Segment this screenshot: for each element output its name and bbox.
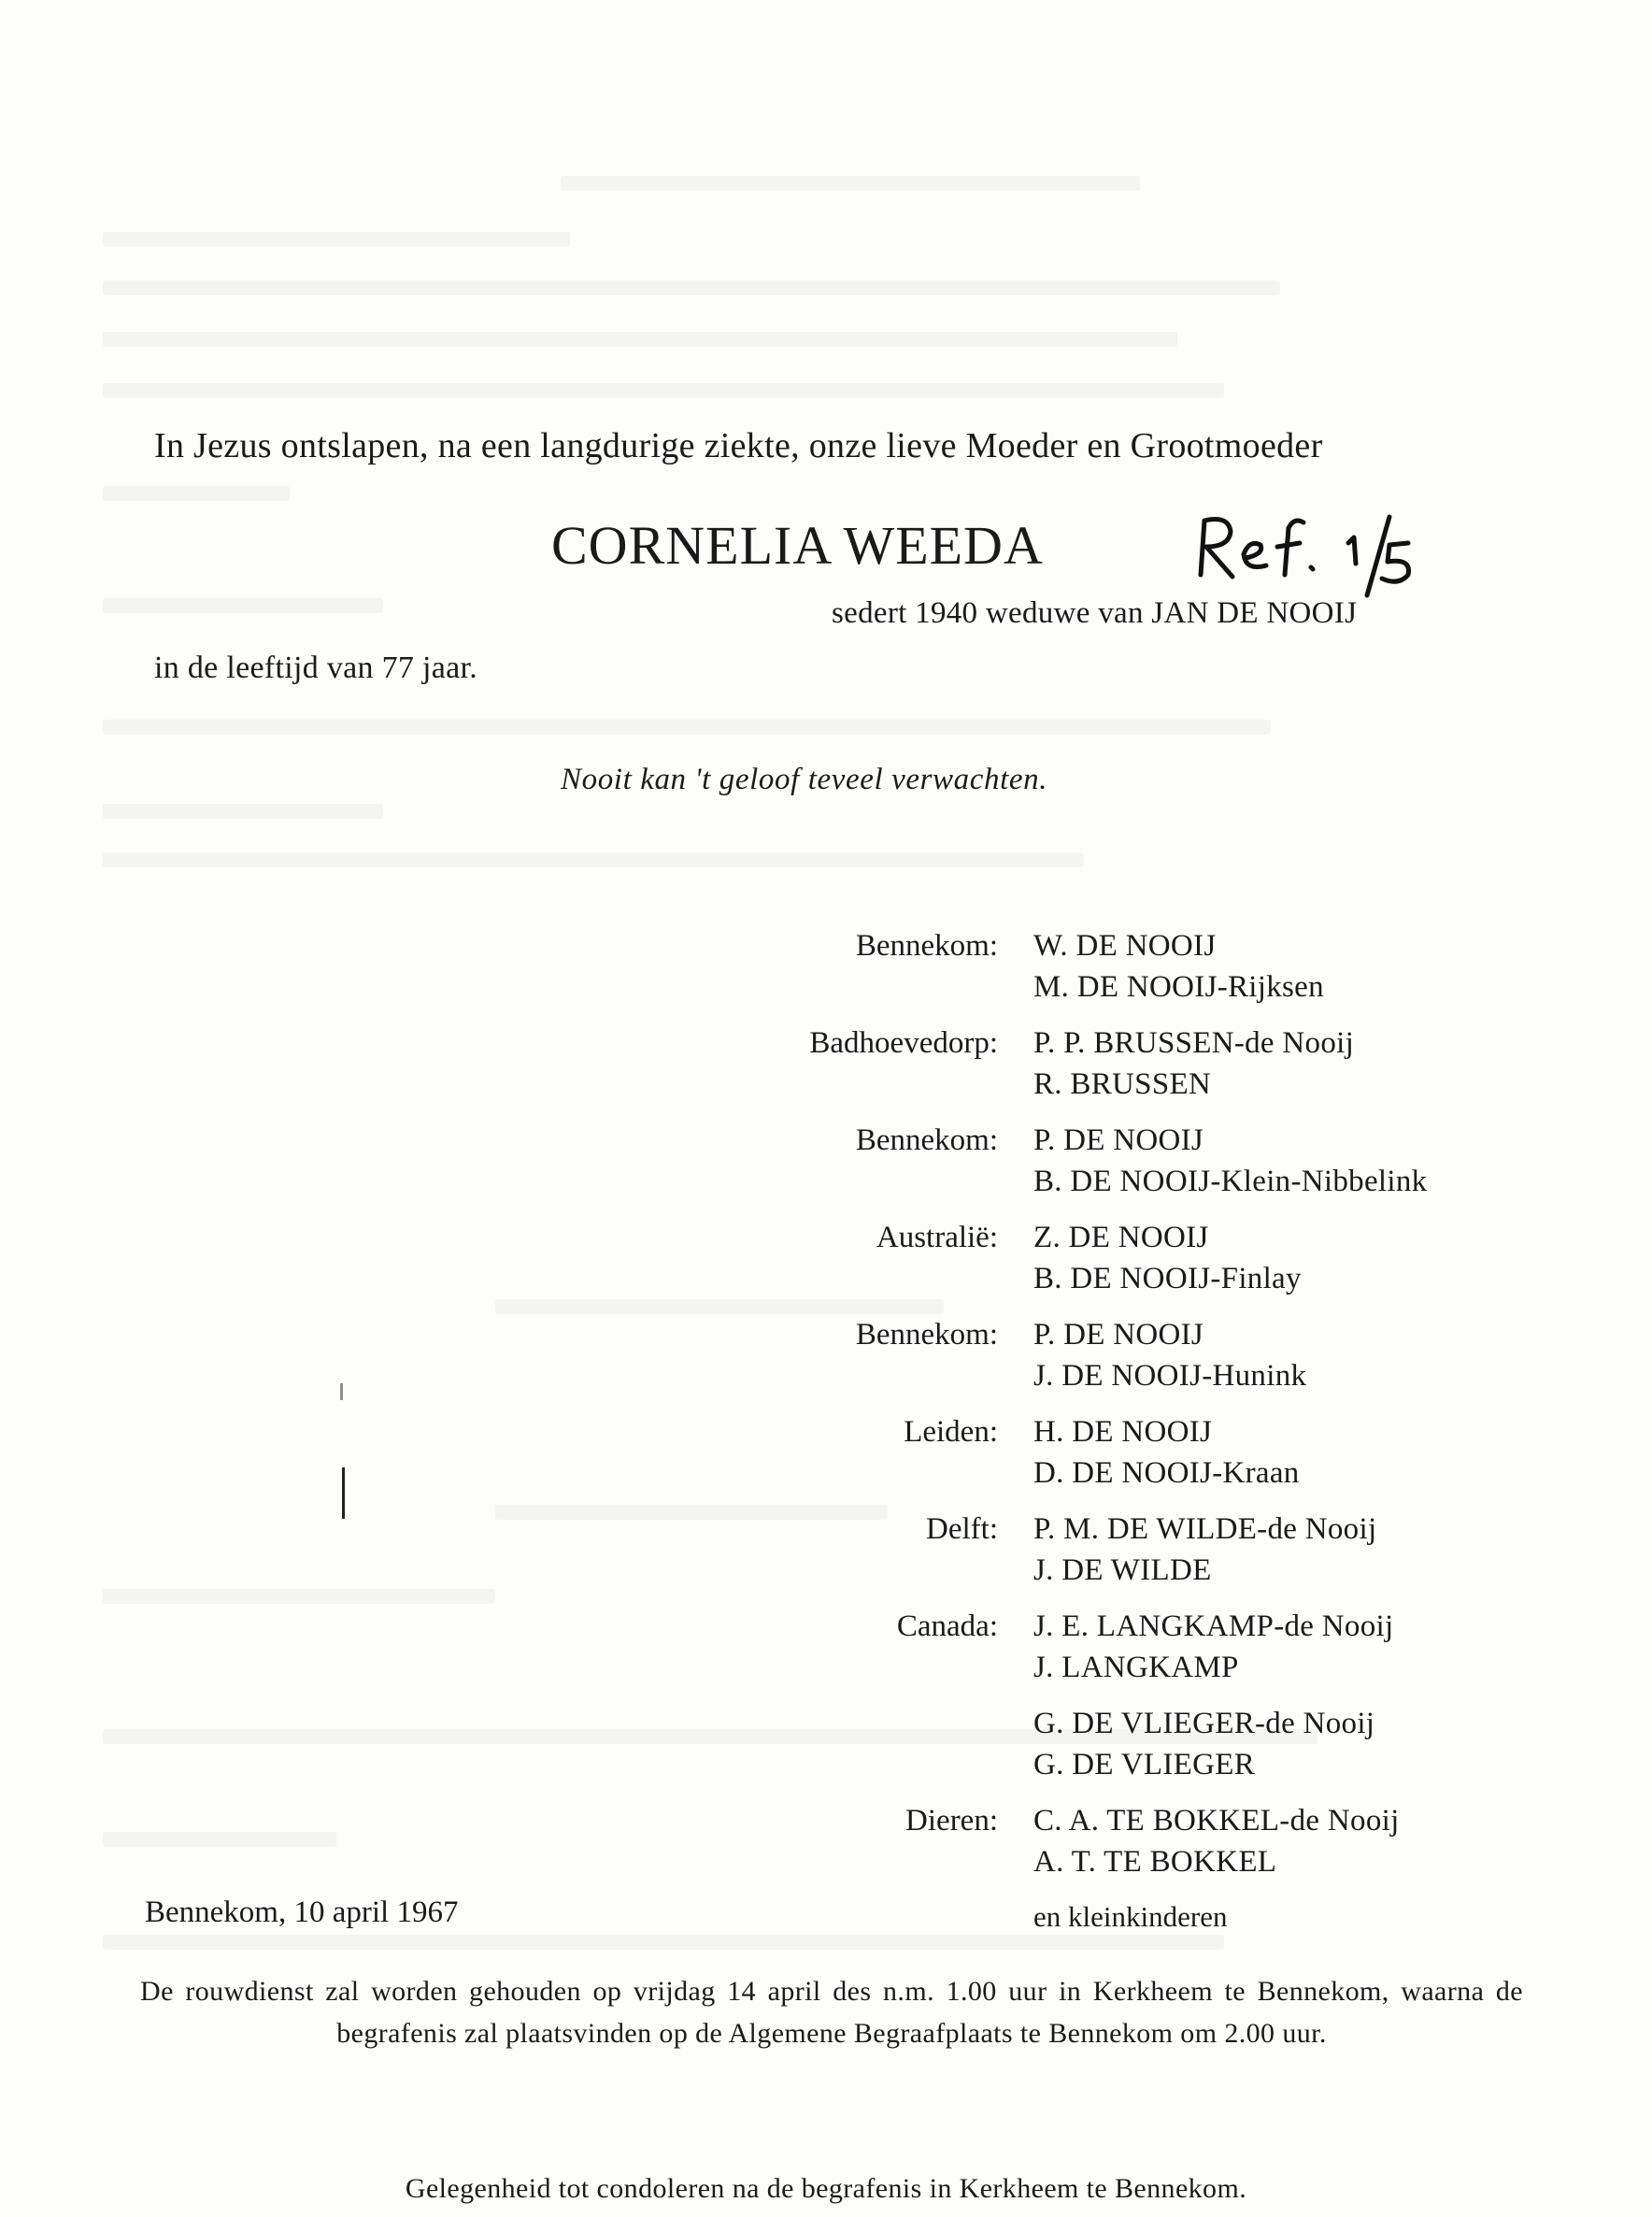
show-through-line: [103, 280, 1280, 295]
show-through-line: [103, 720, 1271, 735]
show-through-line: [103, 232, 570, 247]
condolences-line: Gelegenheid tot condoleren na de begrafenis in Kerkheem te Bennekom.: [405, 2173, 1247, 2204]
family-place: Dieren:: [905, 1804, 998, 1838]
handwritten-reference-note: [1191, 509, 1444, 598]
motto: Nooit kan 't geloof teveel verwachten.: [561, 763, 1048, 796]
family-member-name: D. DE NOOIJ-Kraan: [1033, 1456, 1300, 1490]
show-through-line: [103, 598, 383, 613]
show-through-line: [103, 1935, 1224, 1950]
family-member-name: H. DE NOOIJ: [1033, 1415, 1213, 1449]
family-member-name: A. T. TE BOKKEL: [1033, 1845, 1277, 1879]
family-place: Canada:: [896, 1609, 998, 1643]
show-through-line: [103, 852, 1084, 867]
family-member-name: J. LANGKAMP: [1033, 1651, 1239, 1684]
family-member-name: M. DE NOOIJ-Rijksen: [1033, 970, 1324, 1004]
family-member-name: J. E. LANGKAMP-de Nooij: [1033, 1609, 1394, 1643]
family-member-name: J. DE NOOIJ-Hunink: [1033, 1359, 1307, 1393]
grandchildren-line: en kleinkinderen: [1033, 1900, 1228, 1933]
family-place: Australië:: [876, 1221, 998, 1254]
family-member-name: C. A. TE BOKKEL-de Nooij: [1033, 1804, 1400, 1838]
family-member-name: W. DE NOOIJ: [1033, 929, 1217, 963]
family-place: Badhoevedorp:: [809, 1026, 998, 1060]
show-through-line: [495, 1299, 944, 1314]
show-through-line: [103, 332, 1177, 347]
family-member-name: B. DE NOOIJ-Finlay: [1033, 1262, 1302, 1295]
family-place: Bennekom:: [855, 929, 998, 963]
family-place: Bennekom:: [855, 1123, 998, 1157]
family-member-name: G. DE VLIEGER-de Nooij: [1033, 1707, 1375, 1740]
date-line: Bennekom, 10 april 1967: [145, 1895, 459, 1929]
handwriting-stroke: [1191, 509, 1444, 598]
show-through-line: [103, 1589, 495, 1604]
family-member-name: G. DE VLIEGER: [1033, 1748, 1256, 1781]
show-through-line: [103, 383, 1224, 398]
family-place: Leiden:: [904, 1415, 998, 1449]
intro-text: In Jezus ontslapen, na een langdurige ziekte, onze lieve Moeder en Grootmoeder: [154, 426, 1323, 465]
scan-mark: [340, 1383, 343, 1400]
family-member-name: J. DE WILDE: [1033, 1553, 1212, 1587]
show-through-line: [561, 176, 1140, 191]
family-member-name: Z. DE NOOIJ: [1033, 1221, 1209, 1254]
family-member-name: B. DE NOOIJ-Klein-Nibbelink: [1033, 1165, 1428, 1198]
family-member-name: R. BRUSSEN: [1033, 1067, 1212, 1101]
age-line: in de leeftijd van 77 jaar.: [154, 651, 478, 685]
family-place: Bennekom:: [855, 1318, 998, 1352]
scan-mark: [342, 1467, 345, 1519]
family-member-name: P. P. BRUSSEN-de Nooij: [1033, 1026, 1355, 1060]
deceased-name: CORNELIA WEEDA: [551, 515, 1044, 576]
widow-line: sedert 1940 weduwe van JAN DE NOOIJ: [832, 596, 1358, 630]
family-member-name: P. M. DE WILDE-de Nooij: [1033, 1512, 1377, 1546]
family-member-name: P. DE NOOIJ: [1033, 1123, 1204, 1157]
family-member-name: P. DE NOOIJ: [1033, 1318, 1204, 1352]
show-through-line: [103, 486, 290, 501]
show-through-line: [103, 804, 383, 819]
family-place: Delft:: [926, 1512, 998, 1546]
funeral-service-paragraph: De rouwdienst zal worden gehouden op vrijdag 14 april des n.m. 1.00 uur in Kerkheem te Bennekom, waarna de begrafenis zal plaatsvinden op de Algemene Begraafplaats te Bennekom om 2.00 uur.: [140, 1976, 1523, 2049]
